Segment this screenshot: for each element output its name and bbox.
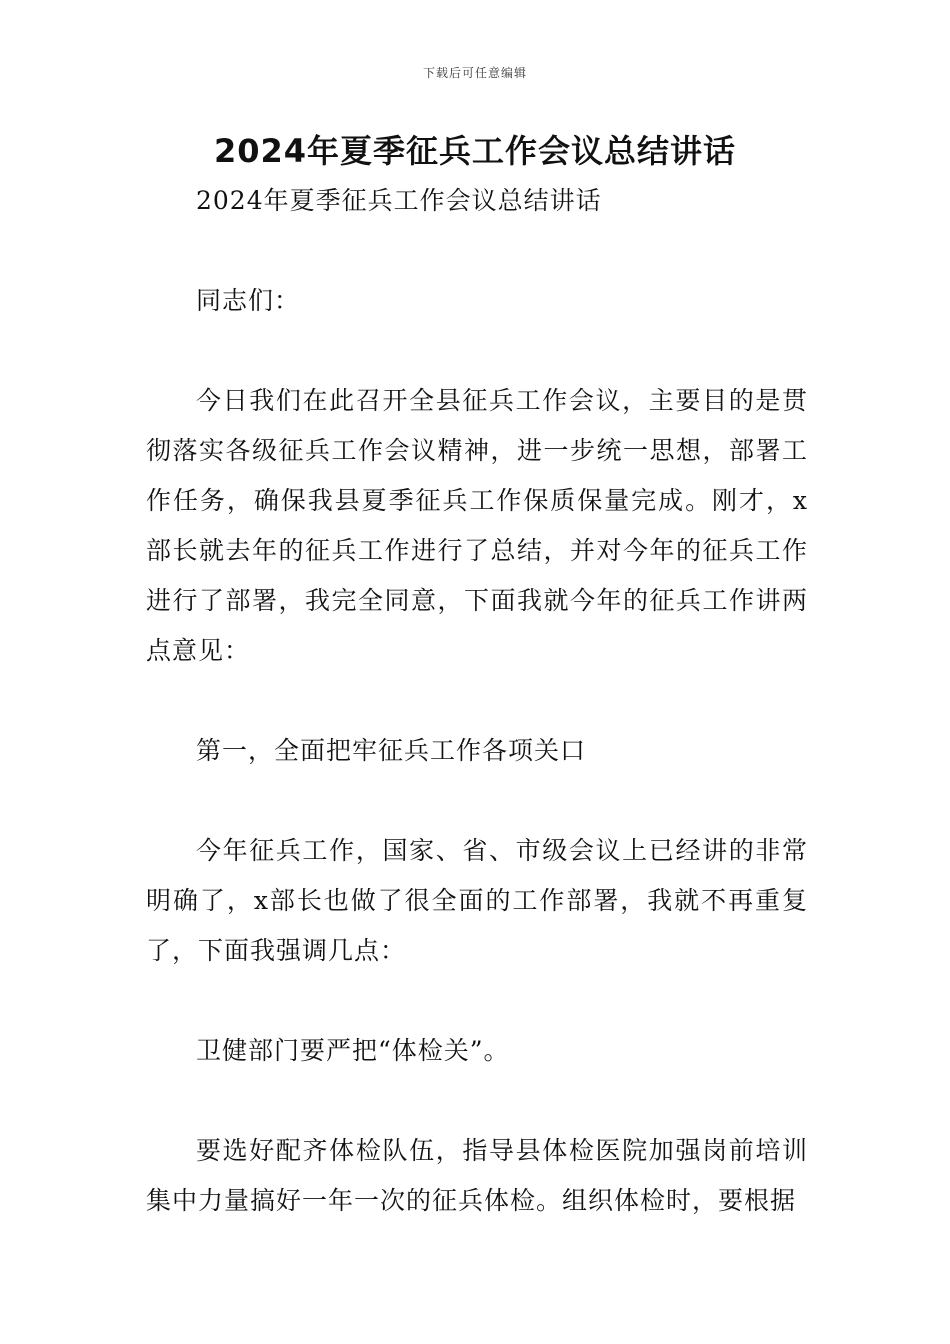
- paragraph-spacer: [146, 1076, 808, 1126]
- document-body: [146, 176, 808, 1226]
- paragraph-emphasis: 今年征兵工作，国家、省、市级会议上已经讲的非常明确了，x部长也做了很全面的工作部署，我就不再重复了，下面我强调几点：: [146, 836, 808, 965]
- document-subtitle: 2024年夏季征兵工作会议总结讲话: [196, 186, 602, 215]
- section-heading-first: 第一，全面把牢征兵工作各项关口: [196, 736, 587, 765]
- paragraph-spacer: [146, 326, 808, 376]
- paragraph-intro: 今日我们在此召开全县征兵工作会议，主要目的是贯彻落实各级征兵工作会议精神，进一步统一思想，部署工作任务，确保我县夏季征兵工作保质保量完成。刚才，x部长就去年的征兵工作进行了总结，并对今年的征兵工作进行了部署，我完全同意，下面我就今年的征兵工作讲两点意见：: [146, 386, 808, 665]
- paragraph-spacer: [146, 976, 808, 1026]
- paragraph-spacer: [146, 676, 808, 726]
- paragraph-health-check: 要选好配齐体检队伍，指导县体检医院加强岗前培训集中力量搞好一年一次的征兵体检。组织体检时，要根据: [146, 1136, 808, 1215]
- document-title: 2024年夏季征兵工作会议总结讲话: [213, 132, 737, 170]
- paragraph-spacer: [146, 226, 808, 276]
- page-header-note: 下载后可任意编辑: [422, 66, 527, 80]
- paragraph-spacer: [146, 776, 808, 826]
- subheading-health-check: 卫健部门要严把“体检关”。: [196, 1036, 510, 1065]
- greeting: 同志们：: [196, 286, 301, 315]
